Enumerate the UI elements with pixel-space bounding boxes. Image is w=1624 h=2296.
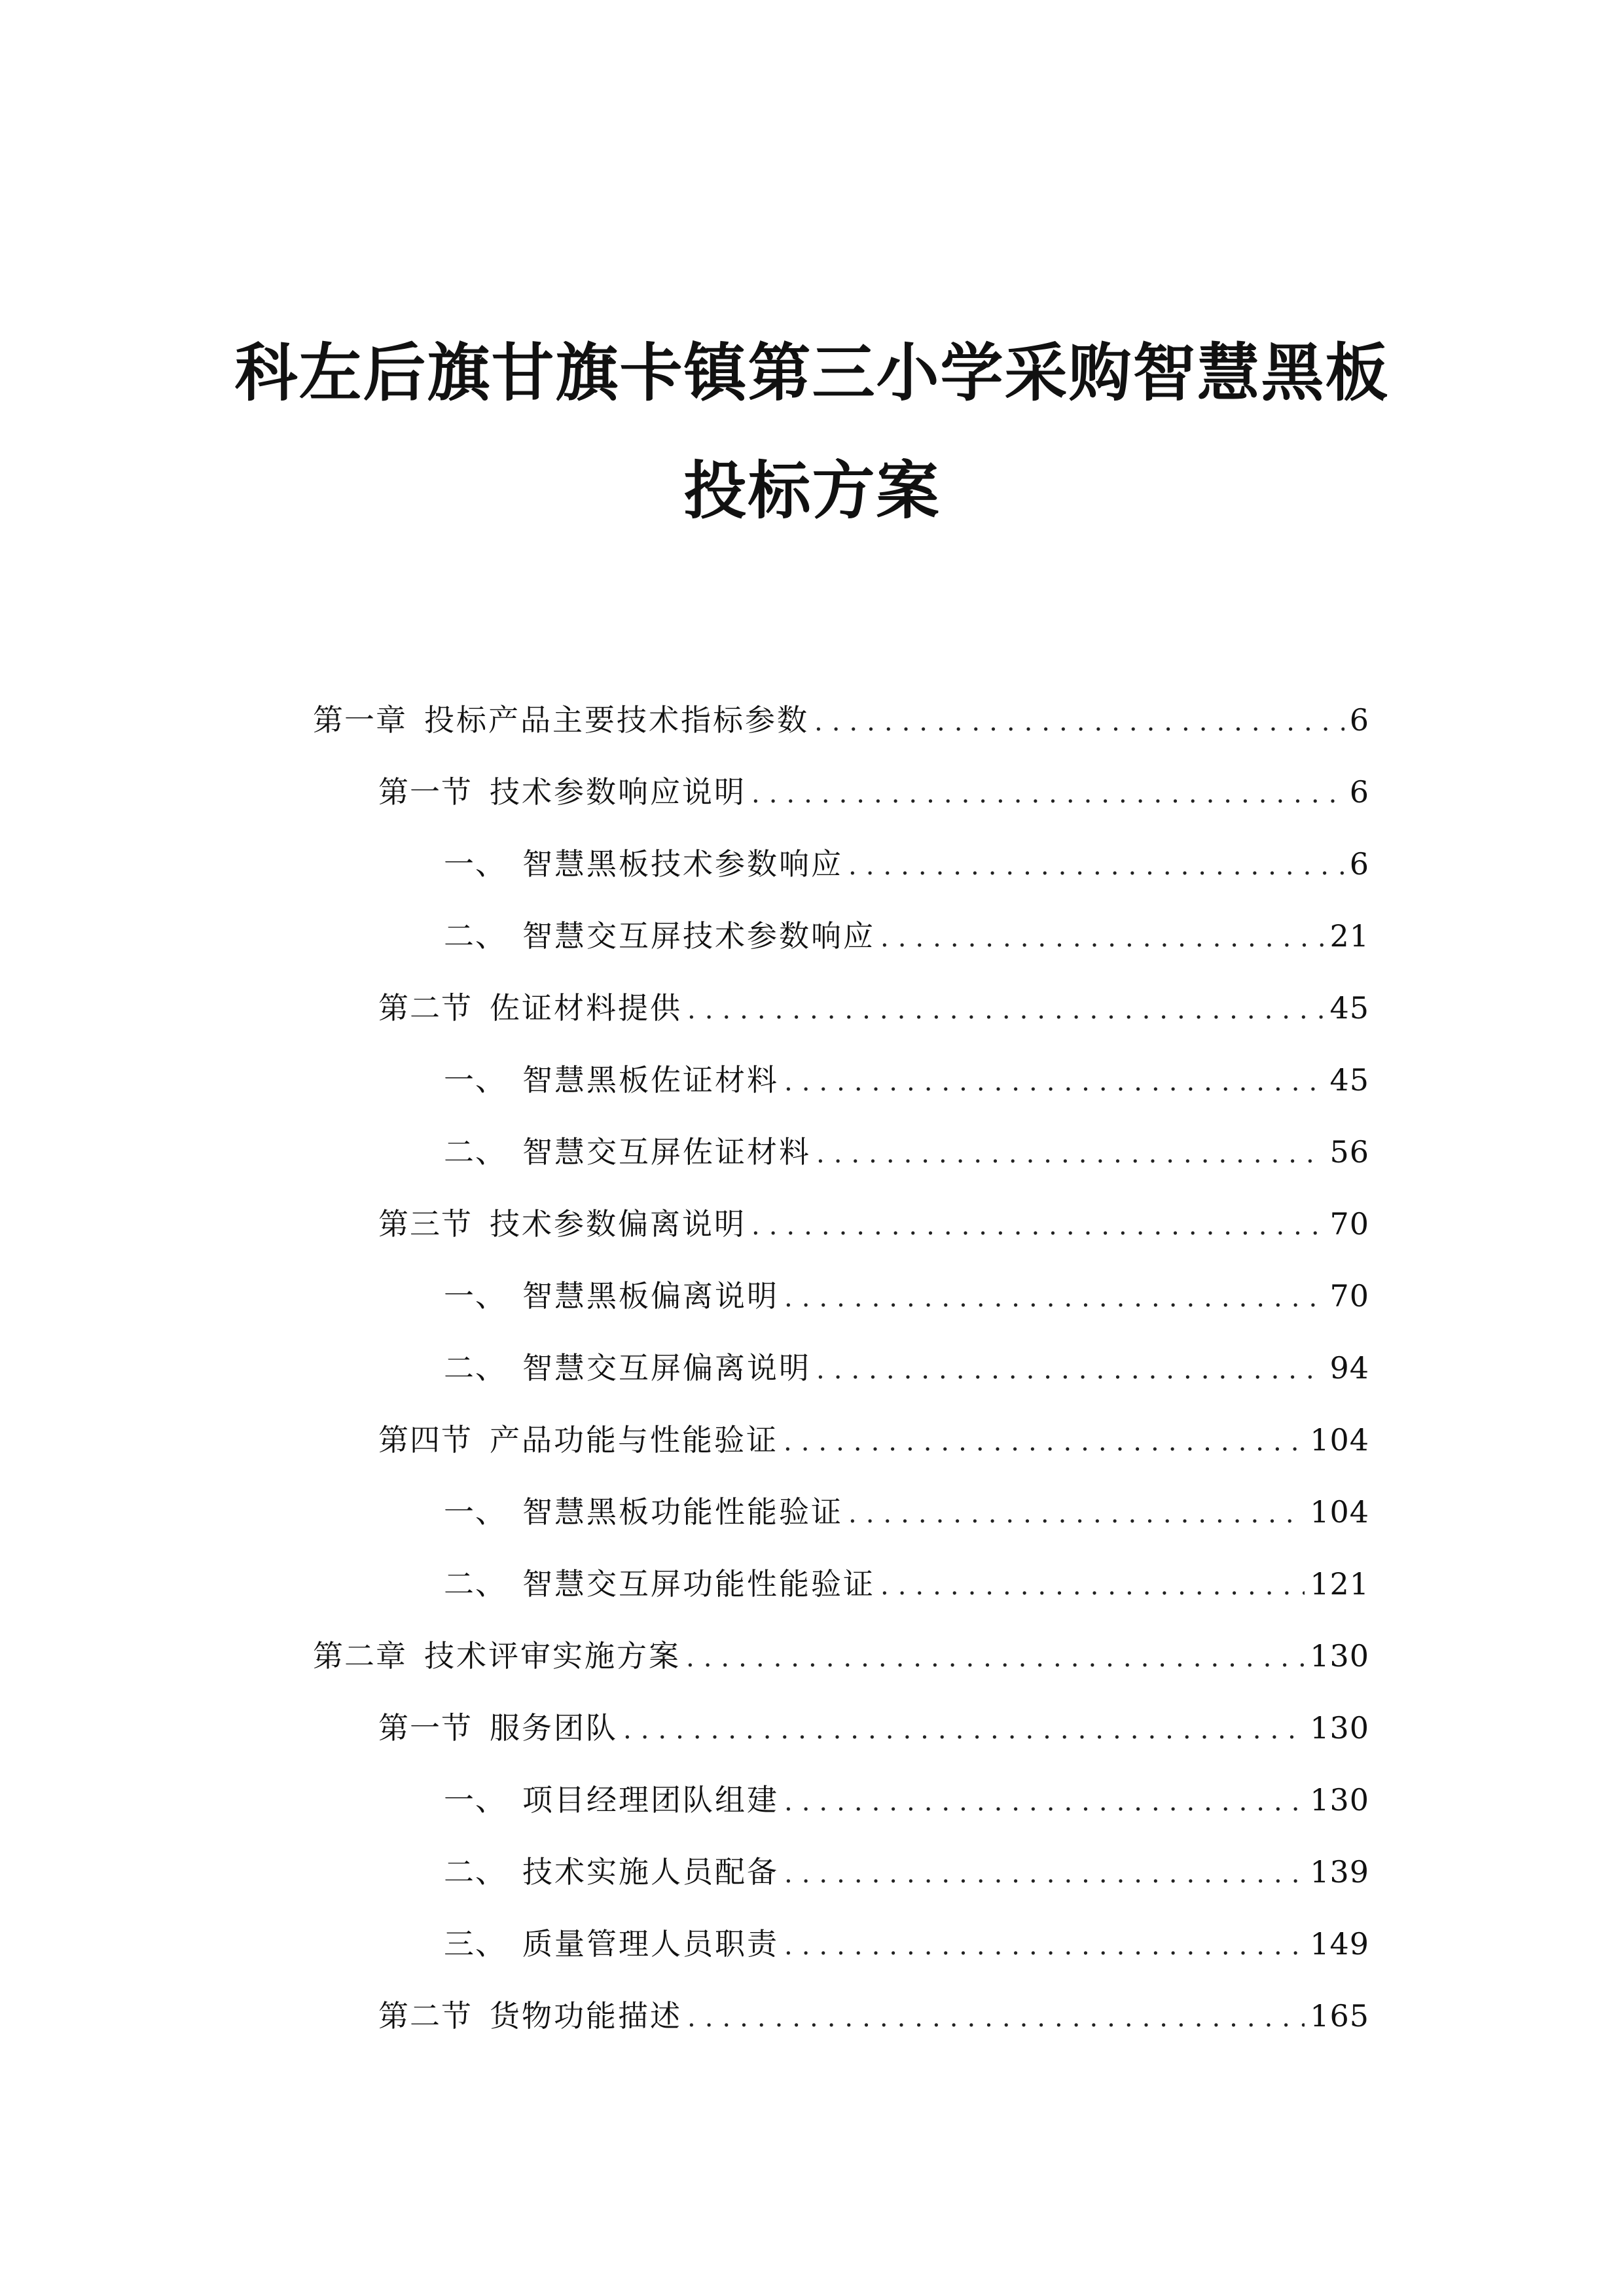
- toc-entry-subsection[interactable]: [444, 1054, 1369, 1106]
- toc-entry-prefix: 二、: [444, 1134, 507, 1170]
- toc-entry-subsection[interactable]: [444, 1918, 1369, 1970]
- toc-entry-section[interactable]: [378, 1990, 1369, 2042]
- toc-entry-subsection[interactable]: [444, 1342, 1369, 1394]
- toc-entry-prefix: 一、: [444, 1062, 507, 1098]
- toc-entry-page: 56: [1329, 1134, 1369, 1170]
- toc-entry-page: 130: [1310, 1638, 1369, 1674]
- toc-entry-prefix: 三、: [444, 1926, 507, 1962]
- toc-entry-label: 智慧黑板功能性能验证: [522, 1494, 843, 1530]
- toc-dot-leader: [784, 1776, 1305, 1826]
- toc-entry-label: 佐证材料提供: [490, 990, 682, 1026]
- toc-entry-prefix: 一、: [444, 1782, 507, 1818]
- toc-dot-leader: [687, 1992, 1305, 2042]
- toc-entry-page: 130: [1310, 1710, 1369, 1746]
- toc-entry-prefix: 第二章: [313, 1638, 407, 1674]
- toc-entry-prefix: 一、: [444, 1278, 507, 1314]
- toc-entry-subsection[interactable]: [444, 1270, 1369, 1322]
- toc-dot-leader: [848, 1488, 1305, 1538]
- toc-entry-subsection[interactable]: [444, 910, 1369, 962]
- document-title-line-2: 投标方案: [683, 454, 941, 528]
- toc-entry-page: 6: [1349, 702, 1369, 738]
- toc-entry-subsection[interactable]: [444, 1774, 1369, 1826]
- toc-entry-section[interactable]: [378, 1198, 1369, 1250]
- toc-entry-prefix: 一、: [444, 1494, 507, 1530]
- toc-entry-label: 产品功能与性能验证: [490, 1422, 778, 1458]
- toc-entry-label: 智慧交互屏偏离说明: [522, 1350, 811, 1386]
- toc-entry-page: 21: [1329, 918, 1369, 954]
- toc-entry-label: 智慧黑板技术参数响应: [522, 846, 843, 882]
- toc-entry-section[interactable]: [378, 1702, 1369, 1754]
- toc-entry-prefix: 第一节: [378, 774, 473, 810]
- toc-entry-page: 139: [1310, 1854, 1369, 1890]
- toc-entry-label: 技术实施人员配备: [522, 1854, 779, 1890]
- toc-entry-subsection[interactable]: [444, 1486, 1369, 1538]
- toc-entry-label: 技术参数响应说明: [490, 774, 746, 810]
- toc-entry-subsection[interactable]: [444, 1558, 1369, 1610]
- toc-entry-prefix: 二、: [444, 1854, 507, 1890]
- toc-entry-page: 130: [1310, 1782, 1369, 1818]
- toc-dot-leader: [784, 1272, 1324, 1322]
- toc-entry-label: 项目经理团队组建: [522, 1782, 779, 1818]
- toc-dot-leader: [848, 840, 1344, 890]
- toc-entry-prefix: 第四节: [378, 1422, 473, 1458]
- document-title-line-1: 科左后旗甘旗卡镇第三小学采购智慧黑板: [234, 336, 1390, 410]
- toc-entry-prefix: 一、: [444, 846, 507, 882]
- toc-entry-prefix: 第二节: [378, 990, 473, 1026]
- toc-entry-page: 45: [1329, 1062, 1369, 1098]
- toc-dot-leader: [880, 1560, 1305, 1610]
- toc-entry-prefix: 二、: [444, 1350, 507, 1386]
- toc-entry-page: 121: [1310, 1566, 1369, 1602]
- toc-entry-page: 165: [1310, 1998, 1369, 2034]
- toc-entry-prefix: 第二节: [378, 1998, 473, 2034]
- toc-entry-chapter[interactable]: [313, 1630, 1369, 1682]
- toc-dot-leader: [687, 984, 1324, 1034]
- toc-entry-label: 技术参数偏离说明: [490, 1206, 746, 1242]
- toc-entry-label: 技术评审实施方案: [424, 1638, 681, 1674]
- toc-dot-leader: [784, 1056, 1324, 1106]
- toc-dot-leader: [751, 768, 1344, 818]
- toc-entry-subsection[interactable]: [444, 1846, 1369, 1898]
- toc-entry-section[interactable]: [378, 766, 1369, 818]
- toc-dot-leader: [751, 1200, 1324, 1250]
- toc-entry-page: 45: [1329, 990, 1369, 1026]
- toc-dot-leader: [814, 696, 1344, 746]
- toc-entry-prefix: 第三节: [378, 1206, 473, 1242]
- toc-entry-subsection[interactable]: [444, 838, 1369, 890]
- toc-entry-prefix: 第一章: [313, 702, 407, 738]
- toc-entry-prefix: 第一节: [378, 1710, 473, 1746]
- toc-entry-page: 70: [1329, 1206, 1369, 1242]
- toc-entry-section[interactable]: [378, 982, 1369, 1034]
- toc-entry-page: 94: [1329, 1350, 1369, 1386]
- toc-entry-label: 智慧黑板偏离说明: [522, 1278, 779, 1314]
- toc-entry-label: 智慧交互屏功能性能验证: [522, 1566, 875, 1602]
- toc-dot-leader: [623, 1704, 1305, 1754]
- toc-entry-label: 智慧交互屏佐证材料: [522, 1134, 811, 1170]
- toc-entry-page: 6: [1349, 846, 1369, 882]
- toc-entry-prefix: 二、: [444, 918, 507, 954]
- toc-entry-label: 服务团队: [490, 1710, 618, 1746]
- toc-dot-leader: [784, 1848, 1305, 1898]
- toc-dot-leader: [784, 1920, 1305, 1970]
- toc-dot-leader: [686, 1632, 1305, 1682]
- toc-entry-label: 投标产品主要技术指标参数: [424, 702, 809, 738]
- toc-dot-leader: [784, 1416, 1305, 1466]
- toc-entry-label: 智慧黑板佐证材料: [522, 1062, 779, 1098]
- toc-entry-label: 货物功能描述: [490, 1998, 682, 2034]
- toc-entry-page: 149: [1310, 1926, 1369, 1962]
- toc-entry-label: 质量管理人员职责: [522, 1926, 779, 1962]
- toc-entry-subsection[interactable]: [444, 1126, 1369, 1178]
- toc-entry-section[interactable]: [378, 1414, 1369, 1466]
- toc-entry-page: 70: [1329, 1278, 1369, 1314]
- toc-entry-label: 智慧交互屏技术参数响应: [522, 918, 875, 954]
- toc-entry-page: 6: [1349, 774, 1369, 810]
- toc-dot-leader: [880, 912, 1324, 962]
- toc-entry-page: 104: [1310, 1494, 1369, 1530]
- toc-entry-page: 104: [1310, 1422, 1369, 1458]
- toc-entry-chapter[interactable]: [313, 694, 1369, 746]
- toc-dot-leader: [816, 1128, 1324, 1178]
- toc-dot-leader: [816, 1344, 1324, 1394]
- toc-entry-prefix: 二、: [444, 1566, 507, 1602]
